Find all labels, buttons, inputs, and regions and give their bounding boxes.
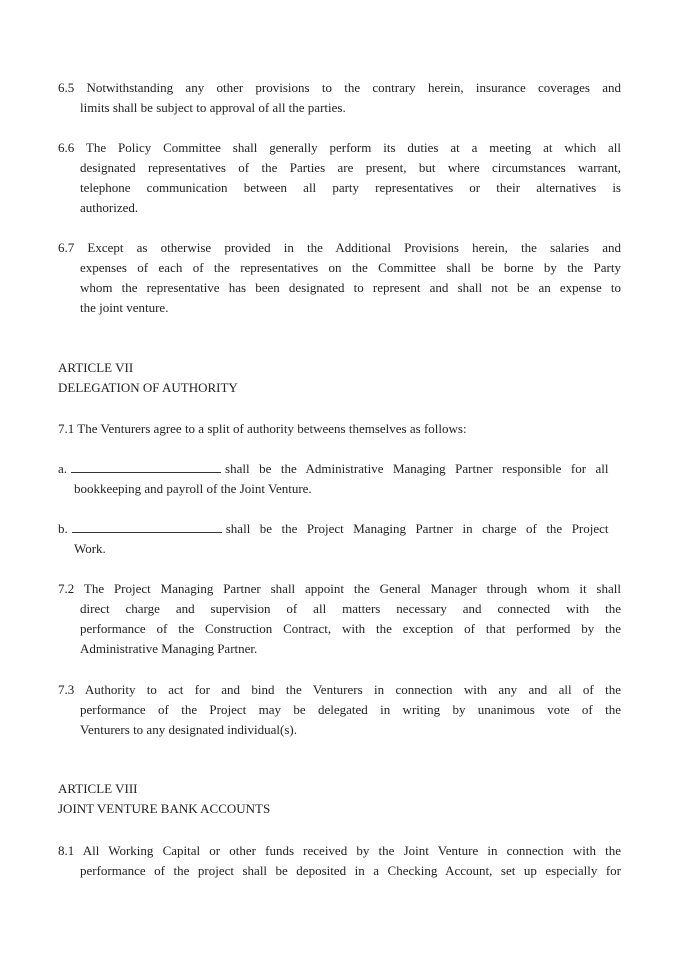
party-name-blank[interactable] <box>71 461 221 473</box>
clause-line: performance of the project shall be deposited in a Checking Account, set up especially for <box>80 863 621 878</box>
clause-line: Work. <box>74 541 106 556</box>
clause-line: performance of the Project may be delegated in writing by unanimous vote of the <box>80 702 621 717</box>
line-text: shall be the Administrative Managing Partner responsible for all <box>225 461 609 476</box>
clause-line: 6.6 The Policy Committee shall generally perform its duties at a meeting at which all <box>58 140 621 155</box>
clause-line: the joint venture. <box>80 300 169 315</box>
clause-line: 7.3 Authority to act for and bind the Venturers in connection with any and all of the <box>58 682 621 697</box>
clause-line: Venturers to any designated individual(s). <box>80 722 297 737</box>
clause-line: 6.5 Notwithstanding any other provisions to the contrary herein, insurance coverages and <box>58 80 621 95</box>
clause-line: whom the representative has been designated to represent and shall not be an expense to <box>80 280 621 295</box>
clause-line: 6.7 Except as otherwise provided in the Additional Provisions herein, the salaries and <box>58 240 621 255</box>
clause-line: designated representatives of the Parties are present, but where circumstances warrant, <box>80 160 621 175</box>
clause-line: authorized. <box>80 200 139 215</box>
item-label: a. <box>58 461 68 476</box>
clause-line <box>58 520 609 538</box>
clause-line: 7.1 The Venturers agree to a split of authority betweens themselves as follows: <box>58 421 467 436</box>
clause-line: 8.1 All Working Capital or other funds received by the Joint Venture in connection with the <box>58 843 621 858</box>
clause-line: bookkeeping and payroll of the Joint Venture. <box>74 481 312 496</box>
clause-line: Administrative Managing Partner. <box>80 641 258 656</box>
clause-line: ARTICLE VII <box>58 360 134 375</box>
line-text: shall be the Project Managing Partner in charge of the Project <box>225 521 609 536</box>
clause-line: telephone communication between all party representatives or their alternatives is <box>80 180 621 195</box>
clause-line: performance of the Construction Contract, with the exception of that performed by the <box>80 621 621 636</box>
clause-line <box>58 460 609 478</box>
clause-line: limits shall be subject to approval of all the parties. <box>80 100 346 115</box>
item-label: b. <box>58 521 68 536</box>
clause-line: DELEGATION OF AUTHORITY <box>58 380 238 395</box>
party-name-blank[interactable] <box>72 521 222 533</box>
clause-line: 7.2 The Project Managing Partner shall appoint the General Manager through whom it shall <box>58 581 621 596</box>
clause-line: ARTICLE VIII <box>58 781 138 796</box>
clause-line: JOINT VENTURE BANK ACCOUNTS <box>58 801 271 816</box>
clause-line: direct charge and supervision of all matters necessary and connected with the <box>80 601 621 616</box>
clause-line: expenses of each of the representatives on the Committee shall be borne by the Party <box>80 260 621 275</box>
